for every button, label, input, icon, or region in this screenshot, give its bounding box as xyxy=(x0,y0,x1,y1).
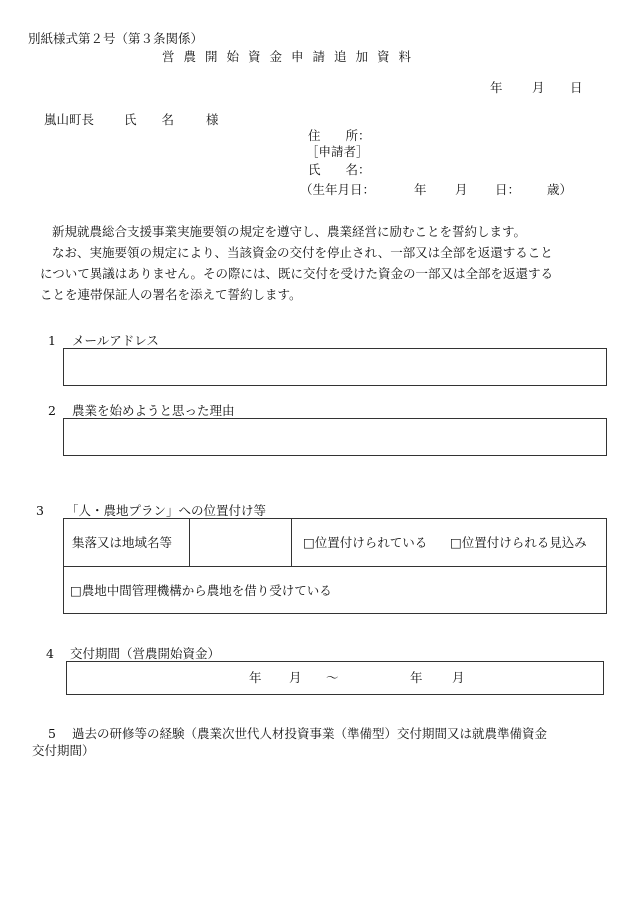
addressee-honorific: 様 xyxy=(206,112,219,127)
document-title: 営農開始資金申請追加資料 xyxy=(162,49,421,64)
section-2-label: 農業を始めようと思った理由 xyxy=(72,403,235,418)
birth-day: 日： xyxy=(495,182,521,197)
section-3-number: 3 xyxy=(36,503,44,518)
birth-month: 月 xyxy=(455,182,468,197)
plan-table-row-divider xyxy=(63,566,607,567)
section-5-number: 5 xyxy=(48,726,56,741)
period-end-year: 年 xyxy=(410,670,423,685)
plan-table-col-divider-2 xyxy=(291,518,292,566)
expected-checkbox[interactable]: □位置付けられる見込み xyxy=(450,535,587,550)
pledge-line-3: について異議はありません。その際には、既に交付を受けた資金の一部又は全部を返還する xyxy=(40,266,554,281)
addressee-town: 嵐山町長 xyxy=(44,112,95,127)
date-month-label: 月 xyxy=(532,80,545,95)
applicant-role-label: ［申請者］ xyxy=(306,144,369,159)
section-4-number: 4 xyxy=(46,646,54,661)
email-field[interactable] xyxy=(63,348,607,386)
section-5-label-line-2: 交付期間） xyxy=(32,743,95,758)
section-4-label: 交付期間（営農開始資金） xyxy=(70,646,221,661)
birth-open: （生年月日： xyxy=(300,182,376,197)
birth-year: 年 xyxy=(414,182,427,197)
birth-age: 歳） xyxy=(547,182,573,197)
section-2-number: 2 xyxy=(48,403,56,418)
period-end-month: 月 xyxy=(452,670,465,685)
section-1-label: メールアドレス xyxy=(72,333,159,348)
pledge-line-4: ことを連帯保証人の署名を添えて誓約します。 xyxy=(40,287,302,302)
reason-field[interactable] xyxy=(63,418,607,456)
section-3-label: 「人・農地プラン」への位置付け等 xyxy=(66,503,267,518)
period-start-month: 月 xyxy=(289,670,302,685)
section-1-number: 1 xyxy=(48,333,56,348)
applicant-name-label: 氏 名： xyxy=(308,162,371,177)
area-name-label: 集落又は地域名等 xyxy=(72,535,173,550)
addressee-name-label: 氏 名 xyxy=(124,112,175,127)
period-start-year: 年 xyxy=(249,670,262,685)
plan-table-col-divider-1 xyxy=(189,518,190,566)
applicant-address-label: 住 所： xyxy=(308,128,371,143)
date-day-label: 日 xyxy=(570,80,583,95)
period-tilde: ～ xyxy=(326,670,339,685)
date-year-label: 年 xyxy=(490,80,503,95)
positioned-checkbox[interactable]: □位置付けられている xyxy=(303,535,428,550)
pledge-line-1: 新規就農総合支援事業実施要領の規定を遵守し、農業経営に励むことを誓約します。 xyxy=(52,224,527,239)
farmland-lease-checkbox[interactable]: □農地中間管理機構から農地を借り受けている xyxy=(70,583,332,598)
form-reference: 別紙様式第２号（第３条関係） xyxy=(28,31,204,46)
section-5-label-line-1: 過去の研修等の経験（農業次世代人材投資事業（準備型）交付期間又は就農準備資金 xyxy=(72,726,548,741)
pledge-line-2: なお、実施要領の規定により、当該資金の交付を停止され、一部又は全部を返還すること xyxy=(52,245,553,260)
